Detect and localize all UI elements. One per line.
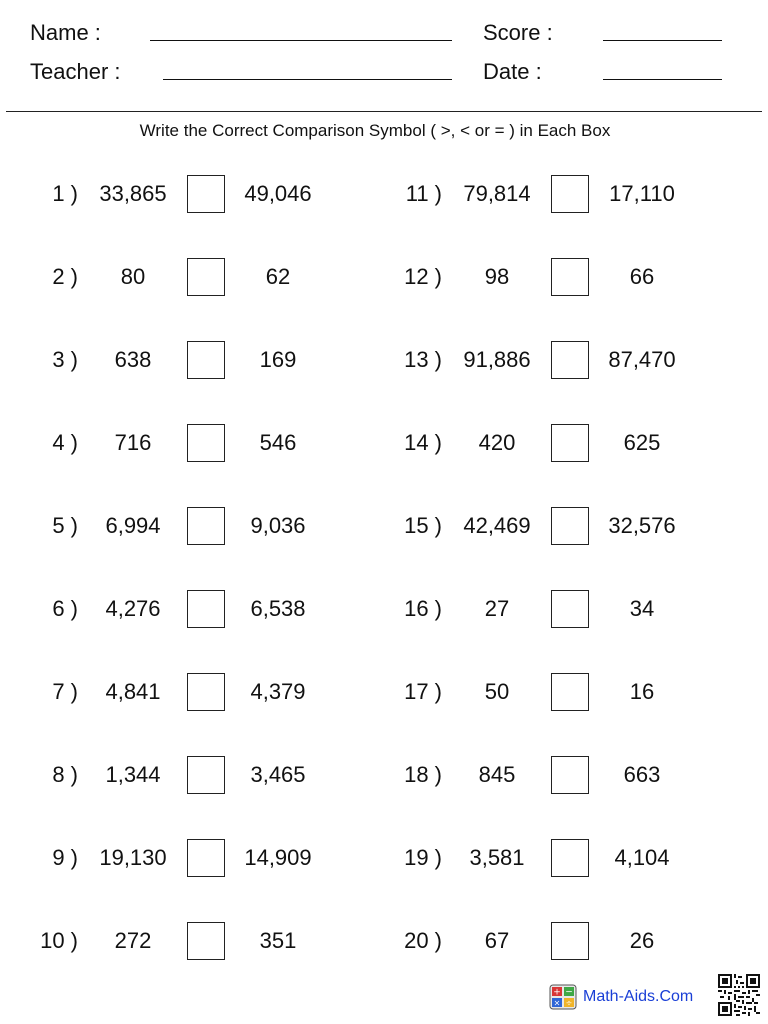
right-value: 663 (623, 762, 661, 787)
answer-box[interactable] (551, 507, 589, 545)
right-value: 625 (623, 430, 661, 455)
left-value: 6,994 (105, 513, 161, 538)
right-value: 546 (259, 430, 297, 455)
left-value: 638 (114, 347, 152, 372)
left-value: 33,865 (99, 181, 167, 206)
left-value: 91,886 (463, 347, 531, 372)
left-value: 3,581 (469, 845, 525, 870)
right-value: 3,465 (250, 762, 306, 787)
left-value: 27 (484, 596, 510, 621)
problem-number: 10 ) (40, 928, 78, 953)
answer-box[interactable] (187, 673, 225, 711)
right-value: 9,036 (250, 513, 306, 538)
problem-number: 2 ) (52, 264, 78, 289)
problem-row (0, 336, 360, 386)
problem-row (364, 502, 724, 552)
answer-box[interactable] (187, 590, 225, 628)
answer-box[interactable] (551, 175, 589, 213)
right-value: 4,379 (250, 679, 306, 704)
right-value: 17,110 (609, 181, 675, 206)
left-value: 42,469 (463, 513, 531, 538)
problem-number: 6 ) (52, 596, 78, 621)
right-value: 62 (265, 264, 291, 289)
problem-row (0, 170, 360, 220)
problem-number: 13 ) (404, 347, 442, 372)
problem-row (364, 834, 724, 884)
problem-number: 12 ) (404, 264, 442, 289)
instructions: Write the Correct Comparison Symbol ( >, < or = ) in Each Box (139, 121, 611, 140)
answer-box[interactable] (187, 922, 225, 960)
answer-box[interactable] (551, 424, 589, 462)
answer-box[interactable] (187, 341, 225, 379)
problem-row (364, 336, 724, 386)
answer-box[interactable] (551, 839, 589, 877)
left-value: 79,814 (463, 181, 531, 206)
header-divider (6, 111, 762, 112)
left-value: 716 (114, 430, 152, 455)
problem-row (0, 419, 360, 469)
brand-link[interactable]: Math-Aids.Com (583, 988, 694, 1005)
answer-box[interactable] (551, 258, 589, 296)
calculator-icon (549, 984, 577, 1010)
problem-number: 17 ) (404, 679, 442, 704)
problem-row (0, 834, 360, 884)
answer-box[interactable] (551, 673, 589, 711)
problem-number: 9 ) (52, 845, 78, 870)
problem-row (364, 585, 724, 635)
problem-number: 20 ) (404, 928, 442, 953)
problem-row (0, 502, 360, 552)
answer-box[interactable] (187, 175, 225, 213)
answer-box[interactable] (187, 839, 225, 877)
score-label: Score : (483, 20, 553, 45)
right-value: 16 (629, 679, 655, 704)
right-value: 49,046 (244, 181, 312, 206)
right-value: 66 (629, 264, 655, 289)
teacher-label: Teacher : (30, 59, 121, 84)
problem-row (364, 253, 724, 303)
svg-text:×: × (553, 998, 561, 1008)
left-value: 272 (114, 928, 152, 953)
problem-number: 7 ) (52, 679, 78, 704)
brand[interactable] (549, 983, 693, 1011)
problem-row (364, 751, 724, 801)
right-value: 26 (629, 928, 655, 953)
answer-box[interactable] (551, 922, 589, 960)
problem-number: 15 ) (404, 513, 442, 538)
svg-text:+: + (553, 987, 561, 998)
problem-row (364, 668, 724, 718)
problem-number: 16 ) (404, 596, 442, 621)
problem-row (0, 751, 360, 801)
answer-box[interactable] (551, 756, 589, 794)
svg-text:−: − (565, 987, 573, 998)
left-value: 67 (484, 928, 510, 953)
right-value: 351 (259, 928, 297, 953)
problem-row (364, 419, 724, 469)
answer-box[interactable] (551, 341, 589, 379)
problem-number: 4 ) (52, 430, 78, 455)
problem-row (364, 917, 724, 967)
right-value: 169 (259, 347, 297, 372)
answer-box[interactable] (187, 258, 225, 296)
left-value: 4,276 (105, 596, 161, 621)
answer-box[interactable] (551, 590, 589, 628)
answer-box[interactable] (187, 424, 225, 462)
answer-box[interactable] (187, 507, 225, 545)
problem-row (0, 253, 360, 303)
right-value: 4,104 (614, 845, 670, 870)
right-value: 14,909 (244, 845, 312, 870)
right-value: 32,576 (608, 513, 676, 538)
left-value: 19,130 (99, 845, 167, 870)
problem-row (0, 585, 360, 635)
problem-number: 1 ) (52, 181, 78, 206)
name-label: Name : (30, 20, 101, 45)
answer-box[interactable] (187, 756, 225, 794)
left-value: 50 (484, 679, 510, 704)
right-value: 87,470 (608, 347, 676, 372)
problem-row (364, 170, 724, 220)
qr-code-icon (718, 974, 760, 1016)
score-line (603, 40, 722, 41)
problem-number: 5 ) (52, 513, 78, 538)
problem-number: 3 ) (52, 347, 78, 372)
left-value: 845 (478, 762, 516, 787)
problem-row (0, 917, 360, 967)
teacher-line (163, 79, 452, 80)
problem-row (0, 668, 360, 718)
right-value: 34 (629, 596, 655, 621)
svg-text:÷: ÷ (565, 998, 573, 1008)
left-value: 1,344 (105, 762, 161, 787)
problem-number: 18 ) (404, 762, 442, 787)
name-line (150, 40, 452, 41)
right-value: 6,538 (250, 596, 306, 621)
date-label: Date : (483, 59, 542, 84)
date-line (603, 79, 722, 80)
problem-number: 14 ) (404, 430, 442, 455)
left-value: 4,841 (105, 679, 161, 704)
left-value: 98 (484, 264, 510, 289)
left-value: 80 (120, 264, 146, 289)
problem-number: 8 ) (52, 762, 78, 787)
problem-number: 19 ) (404, 845, 442, 870)
problem-number: 11 ) (405, 181, 442, 206)
left-value: 420 (478, 430, 516, 455)
